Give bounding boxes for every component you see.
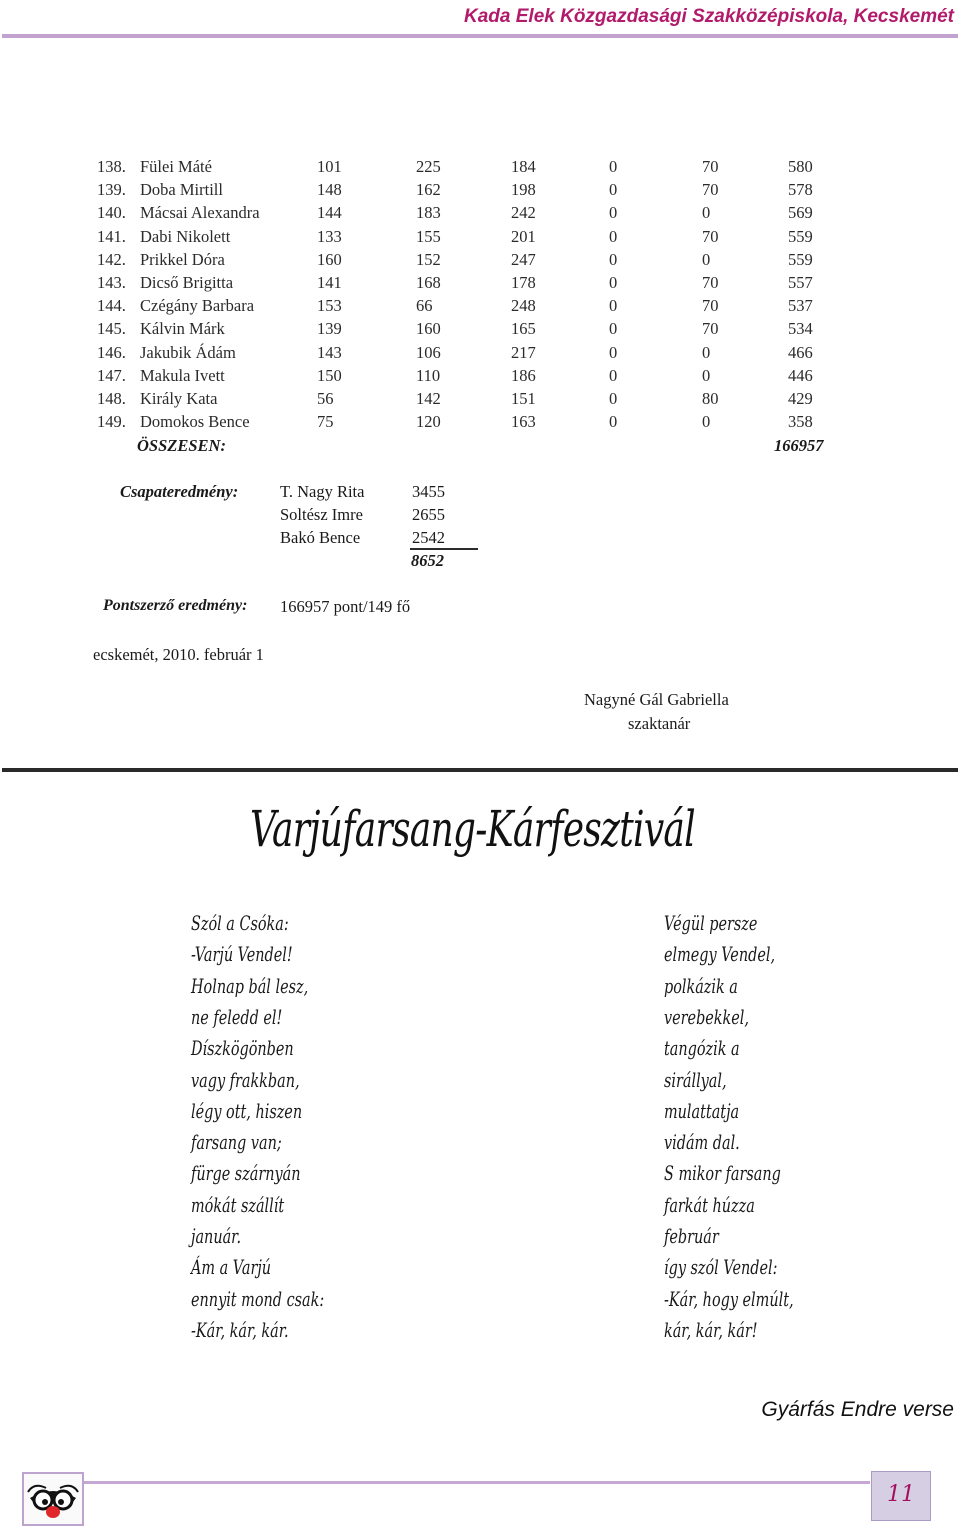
table-row — [0, 250, 960, 273]
signer-role: szaktanár — [628, 714, 691, 733]
row-total: 358 — [788, 412, 813, 432]
row-total: 534 — [788, 319, 813, 339]
row-name: Doba Mirtill — [140, 180, 223, 200]
row-score-3: 165 — [511, 319, 536, 339]
poem-line: tangózik a — [664, 1036, 740, 1061]
row-score-3: 247 — [511, 249, 536, 269]
row-score-4: 0 — [609, 342, 618, 362]
row-score-2: 110 — [416, 365, 441, 385]
row-score-5: 70 — [702, 226, 719, 246]
row-total: 429 — [788, 389, 813, 408]
total-label: ÖSSZESEN: — [137, 436, 226, 455]
poem-line: Holnap bál lesz, — [191, 973, 309, 998]
table-row — [0, 227, 960, 250]
poem-line: polkázik a — [664, 973, 738, 998]
row-name: Dabi Nikolett — [140, 226, 231, 246]
poem-line: február — [664, 1224, 719, 1248]
row-score-5: 70 — [702, 273, 719, 292]
team-total: 8652 — [411, 551, 444, 570]
row-score-3: 201 — [511, 226, 536, 246]
row-score-1: 148 — [317, 180, 342, 200]
row-number: 140. — [97, 203, 126, 223]
poem-line: Szól a Csóka: — [191, 911, 289, 935]
poem-line: farsang van; — [191, 1130, 282, 1155]
row-number: 144. — [97, 296, 126, 316]
row-score-2: 106 — [416, 342, 441, 362]
poem-line: kár, kár, kár! — [664, 1317, 758, 1342]
footer-rule — [80, 1481, 870, 1484]
poem-line: Végül persze — [664, 911, 758, 935]
row-number: 149. — [97, 412, 126, 432]
team-sum-line — [410, 548, 478, 550]
poem-line: verebekkel, — [664, 1004, 749, 1029]
poem-line: -Kár, hogy elmúlt, — [664, 1286, 794, 1311]
row-score-5: 70 — [702, 319, 719, 339]
row-score-2: 162 — [416, 180, 441, 200]
row-score-4: 0 — [609, 203, 618, 223]
pont-value: 166957 pont/149 fő — [280, 597, 411, 616]
page-header — [0, 0, 960, 40]
date-line: ecskemét, 2010. február 1 — [93, 645, 264, 664]
row-name: Fülei Máté — [140, 157, 212, 176]
row-score-3: 242 — [511, 203, 536, 223]
table-row — [0, 203, 960, 226]
team-label: Csapateredmény: — [120, 482, 239, 501]
team-member-name: T. Nagy Rita — [280, 482, 365, 501]
table-row — [0, 273, 960, 296]
row-total: 580 — [788, 157, 813, 176]
row-score-4: 0 — [609, 365, 618, 385]
row-score-5: 80 — [702, 389, 719, 408]
row-total: 578 — [788, 180, 813, 200]
section-divider — [2, 768, 958, 772]
table-row — [0, 180, 960, 203]
table-row — [0, 366, 960, 389]
row-score-2: 152 — [416, 249, 441, 269]
row-score-3: 198 — [511, 180, 536, 200]
poem-line: ne feledd el! — [191, 1004, 283, 1029]
row-score-2: 142 — [416, 389, 441, 408]
row-score-5: 0 — [702, 203, 711, 223]
row-score-4: 0 — [609, 319, 618, 339]
poem-line: január. — [191, 1224, 242, 1248]
row-score-1: 101 — [317, 157, 342, 176]
row-score-4: 0 — [609, 157, 618, 176]
row-score-5: 70 — [702, 157, 719, 176]
table-row — [0, 319, 960, 342]
row-score-1: 153 — [317, 296, 342, 316]
row-score-5: 0 — [702, 249, 711, 269]
row-number: 145. — [97, 319, 126, 339]
team-member-name: Soltész Imre — [280, 505, 363, 524]
row-score-3: 248 — [511, 296, 536, 316]
team-member-name: Bakó Bence — [280, 528, 361, 547]
header-rule — [2, 34, 958, 38]
row-name: Czégány Barbara — [140, 296, 255, 316]
poem-line: ennyit mond csak: — [191, 1286, 325, 1311]
row-score-3: 217 — [511, 342, 536, 362]
row-score-1: 160 — [317, 249, 342, 269]
row-score-4: 0 — [609, 412, 618, 432]
team-member-points: 3455 — [412, 482, 445, 501]
poem-line: légy ott, hiszen — [191, 1098, 303, 1123]
total-value: 166957 — [774, 436, 824, 455]
poem-line: farkát húzza — [664, 1192, 755, 1217]
row-name: Makula Ivett — [140, 365, 225, 385]
row-number: 139. — [97, 180, 126, 200]
signer-name: Nagyné Gál Gabriella — [584, 690, 729, 709]
row-number: 138. — [97, 157, 126, 176]
poem-line: sirállyal, — [664, 1067, 727, 1092]
row-name: Domokos Bence — [140, 412, 250, 432]
row-total: 557 — [788, 273, 813, 292]
poem-line: -Varjú Vendel! — [191, 942, 293, 967]
row-score-1: 141 — [317, 273, 342, 292]
row-score-3: 184 — [511, 157, 536, 176]
row-total: 537 — [788, 296, 813, 316]
row-score-4: 0 — [609, 273, 618, 292]
row-score-2: 155 — [416, 226, 441, 246]
row-score-5: 70 — [702, 180, 719, 200]
poem-line: így szól Vendel: — [664, 1255, 778, 1280]
row-score-2: 66 — [416, 296, 433, 316]
row-score-1: 150 — [317, 365, 342, 385]
row-score-4: 0 — [609, 226, 618, 246]
row-number: 142. — [97, 249, 126, 269]
row-name: Prikkel Dóra — [140, 249, 225, 269]
page-number-box — [871, 1471, 931, 1521]
row-name: Király Kata — [140, 389, 218, 408]
row-score-5: 0 — [702, 365, 711, 385]
row-score-3: 151 — [511, 389, 536, 408]
poem-line: Ám a Varjú — [191, 1255, 272, 1280]
row-number: 147. — [97, 365, 126, 385]
row-score-1: 75 — [317, 412, 334, 432]
row-number: 146. — [97, 342, 126, 362]
row-name: Mácsai Alexandra — [140, 203, 260, 223]
row-total: 446 — [788, 365, 813, 385]
row-score-4: 0 — [609, 296, 618, 316]
poem-line: mulattatja — [664, 1098, 740, 1123]
row-score-3: 178 — [511, 273, 536, 292]
poem-line: fürge szárnyán — [191, 1161, 301, 1186]
poem-author: Gyárfás Endre verse — [761, 1398, 954, 1421]
row-score-4: 0 — [609, 180, 618, 200]
pont-label: Pontszerző eredmény: — [103, 597, 248, 614]
table-row — [0, 412, 960, 435]
poem-line: vagy frakkban, — [191, 1067, 300, 1092]
row-score-3: 163 — [511, 412, 536, 432]
row-score-4: 0 — [609, 389, 618, 408]
row-number: 148. — [97, 389, 126, 408]
poem-line: S mikor farsang — [664, 1161, 781, 1186]
row-score-5: 70 — [702, 296, 719, 316]
team-member-points: 2542 — [412, 528, 445, 547]
row-score-2: 225 — [416, 157, 441, 176]
row-total: 559 — [788, 249, 813, 269]
row-score-2: 168 — [416, 273, 441, 292]
row-score-1: 56 — [317, 389, 334, 408]
poem-line: vidám dal. — [664, 1130, 740, 1155]
table-row — [0, 343, 960, 366]
row-score-1: 144 — [317, 203, 342, 223]
poem-title: Varjúfarsang-Kárfesztivál — [250, 800, 695, 858]
row-score-2: 120 — [416, 412, 441, 432]
row-score-5: 0 — [702, 412, 711, 432]
row-score-1: 139 — [317, 319, 342, 339]
row-name: Dicső Brigitta — [140, 273, 234, 292]
table-row — [0, 296, 960, 319]
page-number: 11 — [887, 1482, 915, 1507]
row-name: Jakubik Ádám — [140, 342, 236, 362]
row-score-4: 0 — [609, 249, 618, 269]
row-score-3: 186 — [511, 365, 536, 385]
poem-line: mókát szállít — [191, 1192, 285, 1217]
row-total: 466 — [788, 342, 813, 362]
row-score-1: 143 — [317, 342, 342, 362]
row-number: 143. — [97, 273, 126, 292]
row-score-5: 0 — [702, 342, 711, 362]
carnival-mask-icon — [22, 1472, 84, 1526]
table-row — [0, 389, 960, 412]
table-row — [0, 157, 960, 180]
school-name: Kada Elek Közgazdasági Szakközépiskola, Kecskemét — [464, 6, 954, 27]
row-total: 569 — [788, 203, 813, 223]
poem-line: elmegy Vendel, — [664, 942, 776, 967]
row-name: Kálvin Márk — [140, 319, 225, 339]
row-score-1: 133 — [317, 226, 342, 246]
row-total: 559 — [788, 226, 813, 246]
poem-line: Díszkögönben — [191, 1036, 294, 1061]
row-score-2: 183 — [416, 203, 441, 223]
team-member-points: 2655 — [412, 505, 445, 524]
row-number: 141. — [97, 226, 126, 246]
poem-line: -Kár, kár, kár. — [191, 1317, 289, 1342]
row-score-2: 160 — [416, 319, 441, 339]
